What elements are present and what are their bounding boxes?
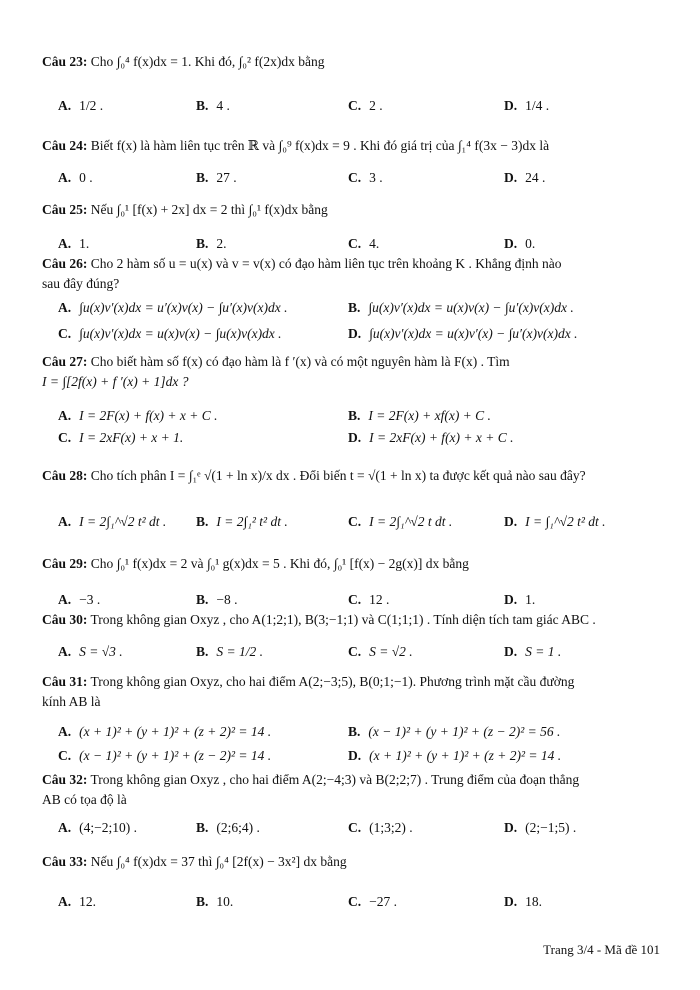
question-label: Câu 31: — [42, 674, 88, 689]
option-b: B. S = 1/2 . — [196, 644, 264, 659]
option-d: D. (2;−1;5) . — [504, 820, 577, 835]
question-text: Cho 2 hàm số u = u(x) và v = v(x) có đạo hàm liên tục trên khoảng K . Khẳng định nào — [90, 256, 562, 271]
option-d: D. 1. — [504, 592, 536, 607]
option-b: B. ∫u(x)v′(x)dx = u(x)v(x) − ∫u′(x)v(x)dx . — [348, 300, 574, 315]
option-b: B. 2. — [196, 236, 227, 251]
option-c: C. (x − 1)² + (y + 1)² + (z − 2)² = 14 . — [58, 748, 272, 763]
option-d: D. (x + 1)² + (y + 1)² + (z + 2)² = 14 . — [348, 748, 562, 763]
option-a: A. I = 2F(x) + f(x) + x + C . — [58, 408, 218, 423]
option-a: A. −3 . — [58, 592, 101, 607]
option-c: C. −27 . — [348, 894, 397, 909]
question-label: Câu 33: — [42, 854, 88, 869]
option-a: A. 12. — [58, 894, 96, 909]
option-d: D. S = 1 . — [504, 644, 562, 659]
question-text: Cho tích phân I = ∫₁ᵉ √(1 + ln x)/x dx . Đổi biến t = √(1 + ln x) ta được kết quả nào sau đây? — [90, 468, 586, 483]
options-row — [58, 298, 660, 318]
question-31 — [42, 672, 660, 712]
option-b: B. I = 2∫₁² t² dt . — [196, 514, 288, 529]
question-text: Nếu ∫₀⁴ f(x)dx = 37 thì ∫₀⁴ [2f(x) − 3x²] dx bằng — [90, 854, 347, 869]
question-label: Câu 25: — [42, 202, 88, 217]
option-c: C. I = 2xF(x) + x + 1. — [58, 430, 184, 445]
option-b: B. 10. — [196, 894, 234, 909]
question-text-cont: AB có tọa độ là — [42, 792, 127, 807]
question-28 — [42, 466, 660, 486]
option-d: D. 18. — [504, 894, 542, 909]
options-row — [58, 168, 660, 188]
question-27 — [42, 352, 660, 392]
question-text: Cho ∫₀¹ f(x)dx = 2 và ∫₀¹ g(x)dx = 5 . Khi đó, ∫₀¹ [f(x) − 2g(x)] dx bằng — [90, 556, 469, 571]
question-text: Cho biết hàm số f(x) có đạo hàm là f ′(x) và có một nguyên hàm là F(x) . Tìm — [90, 354, 510, 369]
option-c: C. (1;3;2) . — [348, 820, 413, 835]
question-text-cont: sau đây đúng? — [42, 276, 120, 291]
option-c: C. 2 . — [348, 98, 383, 113]
question-label: Câu 29: — [42, 556, 88, 571]
options-row — [58, 96, 660, 116]
options-row — [58, 818, 660, 838]
option-b: B. I = 2F(x) + xf(x) + C . — [348, 408, 491, 423]
option-b: B. 27 . — [196, 170, 237, 185]
question-30 — [42, 610, 660, 630]
option-c: C. 12 . — [348, 592, 390, 607]
question-text: Trong không gian Oxyz , cho hai điểm A(2;−4;3) và B(2;2;7) . Trung điểm của đoạn thẳng — [90, 772, 580, 787]
option-d: D. I = 2xF(x) + f(x) + x + C . — [348, 430, 514, 445]
option-b: B. 4 . — [196, 98, 230, 113]
options-row — [58, 722, 660, 742]
question-text: Biết f(x) là hàm liên tục trên ℝ và ∫₀⁹ f(x)dx = 9 . Khi đó giá trị của ∫₁⁴ f(3x − 3)dx là — [90, 138, 550, 153]
question-25 — [42, 200, 660, 220]
option-a: A. I = 2∫₁^√2 t² dt . — [58, 514, 167, 529]
option-a: A. (x + 1)² + (y + 1)² + (z + 2)² = 14 . — [58, 724, 272, 739]
question-text: Cho ∫₀⁴ f(x)dx = 1. Khi đó, ∫₀² f(2x)dx bằng — [90, 54, 325, 69]
question-32 — [42, 770, 660, 810]
option-c: C. ∫u(x)v′(x)dx = u(x)v(x) − ∫u(x)v(x)dx . — [58, 326, 282, 341]
option-a: A. (4;−2;10) . — [58, 820, 137, 835]
option-a: A. S = √3 . — [58, 644, 123, 659]
option-d: D. ∫u(x)v′(x)dx = u(x)v′(x) − ∫u′(x)v(x)dx . — [348, 326, 578, 341]
question-24 — [42, 136, 660, 156]
question-text: Nếu ∫₀¹ [f(x) + 2x] dx = 2 thì ∫₀¹ f(x)dx bằng — [90, 202, 328, 217]
question-23 — [42, 52, 660, 72]
options-row — [58, 892, 660, 912]
question-29 — [42, 554, 660, 574]
question-label: Câu 26: — [42, 256, 88, 271]
options-row — [58, 512, 660, 532]
question-33 — [42, 852, 660, 872]
options-row — [58, 406, 660, 426]
options-row — [58, 590, 660, 610]
options-row — [58, 746, 660, 766]
option-b: B. (2;6;4) . — [196, 820, 260, 835]
question-label: Câu 27: — [42, 354, 88, 369]
question-text-cont: kính AB là — [42, 694, 101, 709]
question-label: Câu 28: — [42, 468, 88, 483]
option-a: A. ∫u(x)v′(x)dx = u′(x)v(x) − ∫u′(x)v(x)dx . — [58, 300, 288, 315]
options-row — [58, 428, 660, 448]
option-d: D. I = ∫₁^√2 t² dt . — [504, 514, 606, 529]
page-footer: Trang 3/4 - Mã đề 101 — [543, 942, 660, 957]
question-label: Câu 23: — [42, 54, 88, 69]
option-c: C. 3 . — [348, 170, 383, 185]
options-row — [58, 324, 660, 344]
question-label: Câu 24: — [42, 138, 88, 153]
option-a: A. 0 . — [58, 170, 93, 185]
option-d: D. 24 . — [504, 170, 546, 185]
option-d: D. 1/4 . — [504, 98, 550, 113]
option-a: A. 1. — [58, 236, 90, 251]
question-text: Trong không gian Oxyz , cho A(1;2;1), B(3;−1;1) và C(1;1;1) . Tính diện tích tam giác ABC . — [90, 612, 596, 627]
option-c: C. 4. — [348, 236, 380, 251]
question-text-cont: I = ∫[2f(x) + f ′(x) + 1]dx ? — [42, 374, 189, 389]
question-label: Câu 30: — [42, 612, 88, 627]
question-text: Trong không gian Oxyz, cho hai điểm A(2;−3;5), B(0;1;−1). Phương trình mặt cầu đường — [90, 674, 575, 689]
option-c: C. I = 2∫₁^√2 t dt . — [348, 514, 453, 529]
option-c: C. S = √2 . — [348, 644, 413, 659]
options-row — [58, 234, 660, 254]
option-a: A. 1/2 . — [58, 98, 104, 113]
question-label: Câu 32: — [42, 772, 88, 787]
question-26 — [42, 254, 660, 294]
option-d: D. 0. — [504, 236, 536, 251]
options-row — [58, 642, 660, 662]
option-b: B. −8 . — [196, 592, 238, 607]
option-b: B. (x − 1)² + (y + 1)² + (z − 2)² = 56 . — [348, 724, 561, 739]
